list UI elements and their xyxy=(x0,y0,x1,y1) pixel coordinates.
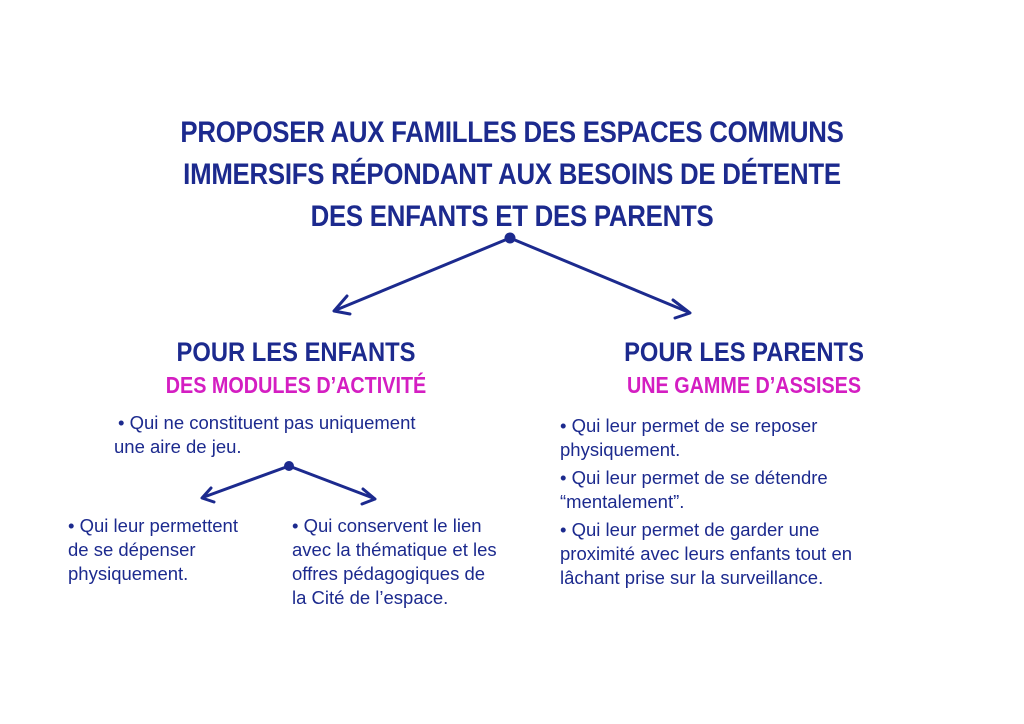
lien-line-1: • Qui conservent le lien xyxy=(292,515,482,536)
reposer-line-1: • Qui leur permet de se reposer xyxy=(560,415,818,436)
title-line-3: DES ENFANTS ET DES PARENTS xyxy=(310,200,714,233)
parents-item-reposer xyxy=(560,414,960,462)
enfants-sub-lien xyxy=(292,514,542,610)
heading-parents: POUR LES PARENTS xyxy=(624,337,864,367)
enfants-sub-depenser xyxy=(68,514,288,586)
subheading-assises: UNE GAMME D’ASSISES xyxy=(626,372,862,398)
split-node-enfants xyxy=(284,461,294,471)
parents-item-proximite xyxy=(560,518,960,590)
arrow-to-depenser xyxy=(204,466,289,497)
lien-line-4: la Cité de l’espace. xyxy=(292,587,449,608)
enfants-intro-line-2: une aire de jeu. xyxy=(114,436,242,457)
detendre-line-1: • Qui leur permet de se détendre xyxy=(560,467,828,488)
title-line-2: IMMERSIFS RÉPONDANT AUX BESOINS DE DÉTENTE xyxy=(183,158,841,191)
parents-item-detendre xyxy=(560,466,960,514)
arrow-to-parents xyxy=(510,238,688,312)
page-title xyxy=(158,112,867,238)
arrow-to-lien xyxy=(289,466,373,498)
title-line-1: PROPOSER AUX FAMILLES DES ESPACES COMMUNS xyxy=(180,116,844,149)
proximite-line-3: lâchant prise sur la surveillance. xyxy=(560,567,824,588)
arrow-to-enfants xyxy=(336,238,510,310)
depenser-line-2: de se dépenser xyxy=(68,539,196,560)
depenser-line-3: physiquement. xyxy=(68,563,189,584)
subheading-modules: DES MODULES D’ACTIVITÉ xyxy=(165,372,427,398)
detendre-line-2: “mentalement”. xyxy=(560,491,685,512)
depenser-line-1: • Qui leur permettent xyxy=(68,515,238,536)
enfants-intro-line-1: • Qui ne constituent pas uniquement xyxy=(118,412,416,433)
proximite-line-1: • Qui leur permet de garder une xyxy=(560,519,820,540)
parents-list xyxy=(560,414,960,594)
lien-line-2: avec la thématique et les xyxy=(292,539,497,560)
heading-enfants: POUR LES ENFANTS xyxy=(176,337,416,367)
enfants-intro xyxy=(114,411,494,459)
reposer-line-2: physiquement. xyxy=(560,439,681,460)
lien-line-3: offres pédagogiques de xyxy=(292,563,486,584)
proximite-line-2: proximité avec leurs enfants tout en xyxy=(560,543,853,564)
